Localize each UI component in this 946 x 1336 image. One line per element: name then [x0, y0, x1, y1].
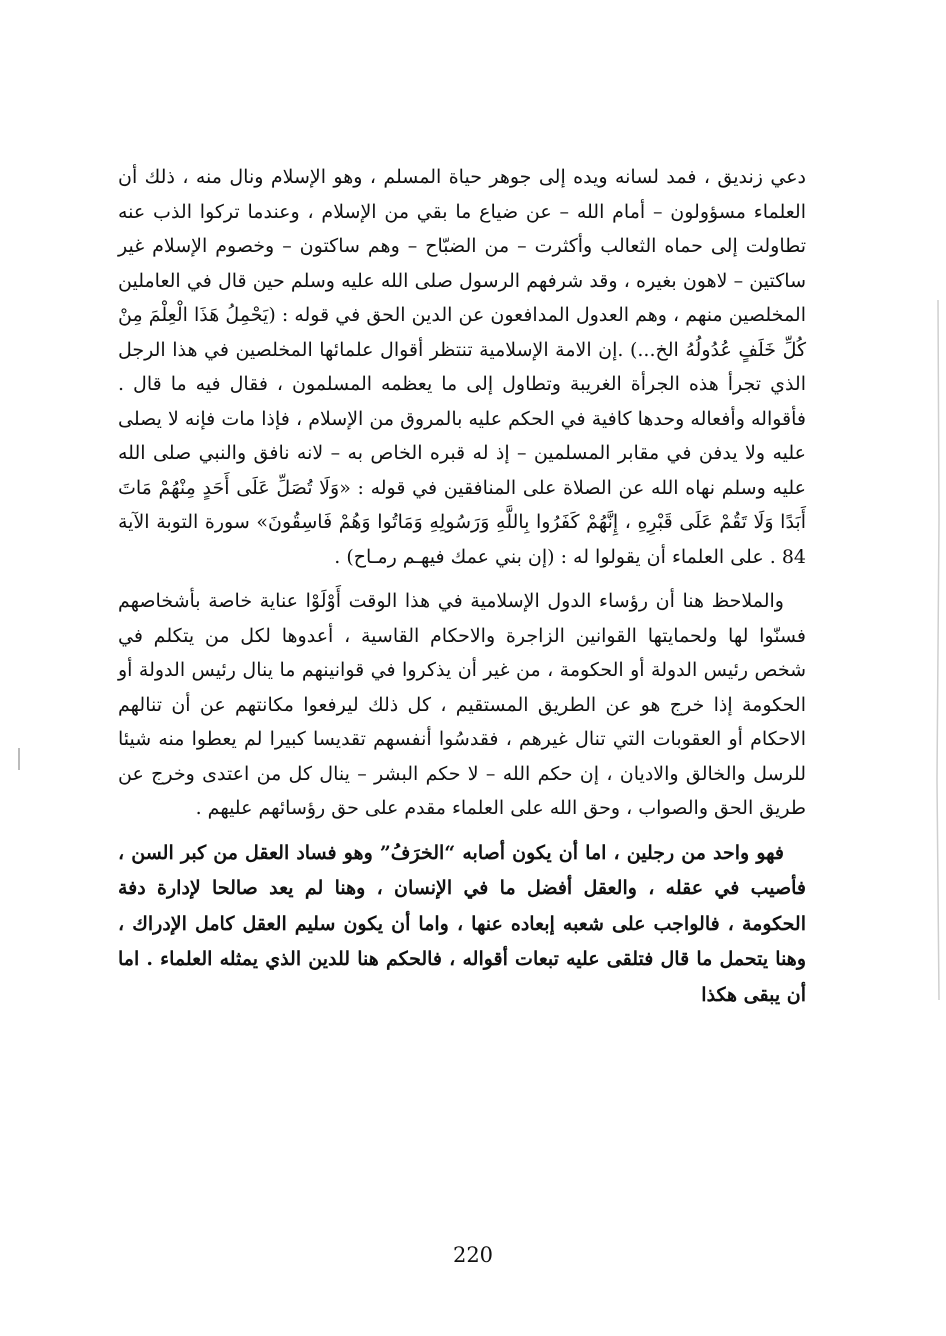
paragraph-3: فهو واحد من رجلين ، اما أن يكون أصابه “الخرَفُ” وهو فساد العقل من كبر السن ، فأصيب في عقله ، والعقل أفضل ما في الإنسان ، وهنا لم يعد صالحا لإدارة دفة الحكومة ، فالواجب على شعبه إبعاده عنها ، واما أن يكون سليم العقل كامل الإدراك ، وهنا يتحمل ما قال فتلقى عليه تبعات أقواله ، فالحكم هنا للدين الذي يمثله العلماء . اما أن يبقى هكذا — [118, 841, 806, 1006]
paragraph-2: والملاحظ هنا أن رؤساء الدول الإسلامية في هذا الوقت أَوْلَوْا عناية خاصة بأشخاصهم فسنّوا لها ولحمايتها القوانين الزاجرة والاحكام القاسية ، أعدوها لكل من يتكلم في شخص رئيس الدولة أو الحكومة ، من غير أن يذكروا في قوانينهم ما ينال رئيس الدولة أو الحكومة إذا خرج هو عن الطريق المستقيم ، كل ذلك ليرفعوا مكانتهم عن أن تنالهم الاحكام أو العقوبات التي تنال غيرهم ، فقدسُوا أنفسهم تقديسا كبيرا لم يعطوا منه شيئا للرسل والخالق والاديان ، إن حكم الله – لا حكم البشر – ينال كل من اعتدى وخرج عن طريق الحق والصواب ، وحق الله على العلماء مقدم على حق رؤسائهم عليهم . — [118, 590, 806, 819]
body-text — [118, 160, 806, 1013]
page-number: 220 — [452, 1243, 494, 1267]
paragraph-1: دعي زنديق ، فمد لسانه ويده إلى جوهر حياة المسلم ، وهو الإسلام ونال منه ، ذلك أن العلماء مسؤولون – أمام الله – عن ضياع ما بقي من الإسلام ، وعندما تركوا الذب عنه تطاولت إلى حماه الثعالب وأكثرت – من الضبّاح – وهم ساكتون – وخصوم الإسلام غير ساكتين – لاهون بغيره ، وقد شرفهم الرسول صلى الله عليه وسلم حين قال في العاملين المخلصين منهم ، وهم العدول المدافعون عن الدين الحق في قوله : (يَحْمِلُ هَذَا الْعِلْمَ مِنْ كُلِّ خَلَفٍ عُدُولُهُ الخ...) .إن الامة الإسلامية تنتظر أقوال علمائها المخلصين في هذا الرجل الذي تجرأ هذه الجرأة الغريبة وتطاول إلى ما يعظمه المسلمون ، فقال فيه ما قال . فأقواله وأفعاله وحدها كافية في الحكم عليه بالمروق من الإسلام ، فإذا مات فإنه لا يصلى عليه ولا يدفن في مقابر المسلمين – إذ له قبره الخاص به – لانه نافق والنبي صلى الله عليه وسلم نهاه الله عن الصلاة على المنافقين في قوله : «وَلَا تُصَلِّ عَلَى أَحَدٍ مِنْهُمْ مَاتَ أَبَدًا وَلَا تَقُمْ عَلَى قَبْرِهِ ، إِنَّهُمْ كَفَرُوا بِاللَّهِ وَرَسُولِهِ وَمَاتُوا وَهُمْ فَاسِقُونَ» سورة التوبة الآية 84 . على العلماء أن يقولوا له : (إن بني عمك فيهـم رمـاح) . — [118, 166, 806, 568]
